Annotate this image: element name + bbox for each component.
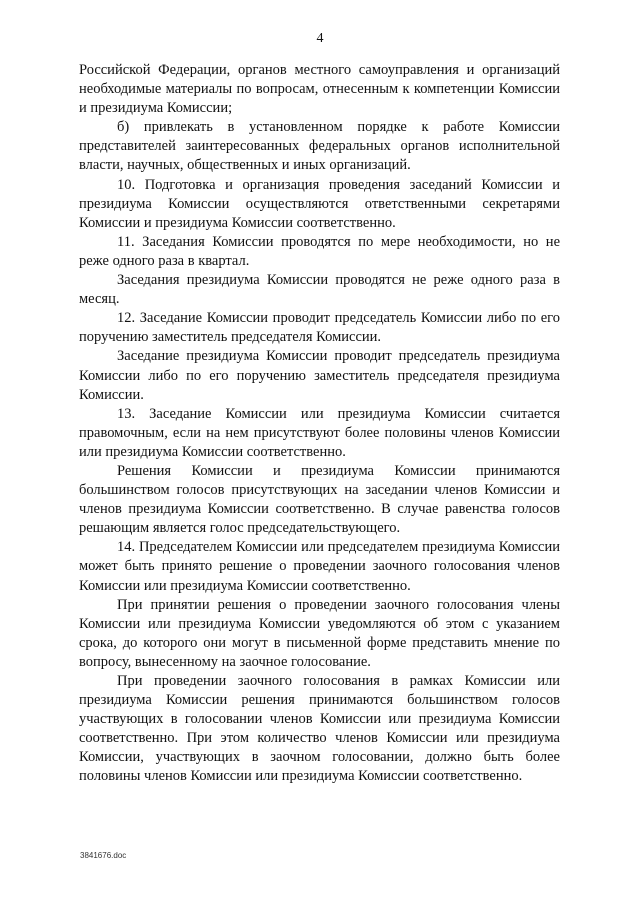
paragraph-14-voting: При проведении заочного голосования в рамках Комиссии или президиума Комиссии решения принимаются большинством голосов участвующих в голосовании членов Комиссии или президиума Комиссии соответственно. При этом количество членов Комиссии или президиума Комиссии, участвующих в заочном голосовании, должно быть более половины членов Комиссии или президиума Комиссии соответственно. [79,673,560,785]
document-body [79,61,560,787]
paragraph-item-b: б) привлекать в установленном порядке к работе Комиссии представителей заинтересованных федеральных органов исполнительной власти, научных, общественных и иных организаций. [79,119,560,174]
paragraph-13-decisions: Решения Комиссии и президиума Комиссии принимаются большинством голосов присутствующих на заседании членов Комиссии и членов президиума Комиссии соответственно. В случае равенства голосов решающим является голос председательствующего. [79,462,560,537]
paragraph-11-presidium: Заседания президиума Комиссии проводятся не реже одного раза в месяц. [79,272,560,308]
paragraph-14: 14. Председателем Комиссии или председателем президиума Комиссии может быть принято решение о проведении заочного голосования членов Комиссии или президиума Комиссии соответственно. [79,539,560,594]
paragraph-14-notification: При принятии решения о проведении заочного голосования члены Комиссии или президиума Комиссии уведомляются об этом с указанием срока, до которого они могут в письменной форме представить мнение по вопросу, вынесенному на заочное голосование. [79,596,560,670]
paragraph-12: 12. Заседание Комиссии проводит председатель Комиссии либо по его поручению заместитель председателя Комиссии. [79,310,560,346]
paragraph-13: 13. Заседание Комиссии или президиума Комиссии считается правомочным, если на нем присутствуют более половины членов Комиссии или президиума Комиссии соответственно. [79,405,560,460]
paragraph-continuation: Российской Федерации, органов местного самоуправления и организаций необходимые материалы по вопросам, отнесенным к компетенции Комиссии и президиума Комиссии; [79,62,560,117]
paragraph-12-presidium: Заседание президиума Комиссии проводит председатель президиума Комиссии либо по его поручению заместитель председателя президиума Комиссии. [79,348,560,403]
page-number: 4 [316,31,324,46]
paragraph-10: 10. Подготовка и организация проведения заседаний Комиссии и президиума Комиссии осуществляются ответственными секретарями Комиссии и президиума Комиссии соответственно. [79,176,560,231]
paragraph-11: 11. Заседания Комиссии проводятся по мере необходимости, но не реже одного раза в квартал. [79,233,560,269]
document-footer: 3841676.doc [80,851,127,860]
